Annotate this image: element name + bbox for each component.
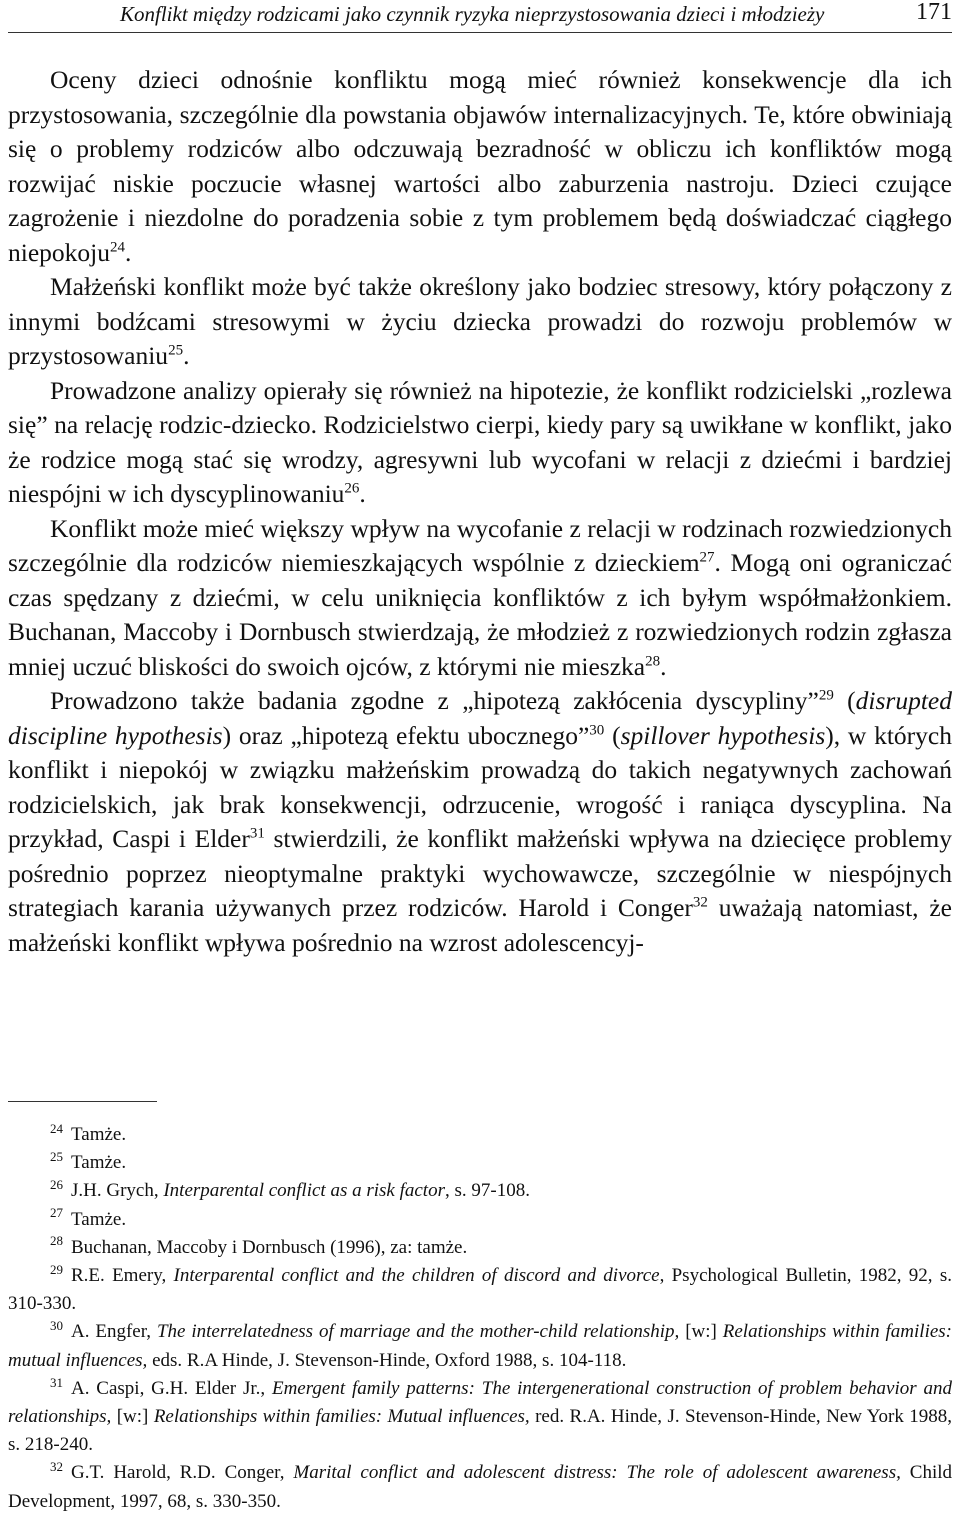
paragraph: Konflikt może mieć większy wpływ na wycofanie z relacji w rodzinach rozwiedzionych szczególnie dla rodziców niemieszkających wspólnie z dzieckiem$^{27}$. Mogą oni ograniczać czas spędzany z dziećmi, w celu uniknięcia konfliktów z ich byłym współmałżonkiem. Buchanan, Maccoby i Dornbusch stwierdzają, że młodzież z rozwiedzionych rodzin zgłasza mniej uczuć bliskości do swoich ojców, z którymi nie mieszka$^{28}$. [8, 513, 952, 681]
footnote: $^{29}$ R.E. Emery, Interparental conflict and the children of discord and divorce, Psychological Bulletin, 1982, 92, s. 310-330. [8, 1261, 952, 1315]
footnote-ref[interactable]: 26 [344, 480, 360, 497]
paragraph: Prowadzone analizy opierały się również na hipotezie, że konflikt rodzicielski „rozlewa się” na relację rodzic-dziecko. Rodzicielstwo cierpi, kiedy pary są uwikłane w konflikt, jako że rodzice mogą stać się wrodzy, agresywni lub wycofani w relacji z dziećmi i bardziej niespójni w ich dyscyplinowaniu$^{26}$. [8, 375, 952, 508]
running-title: Konflikt między rodzicami jako czynnik ryzyka nieprzystosowania dzieci i młodzieży [120, 2, 825, 26]
footnote-ref[interactable]: 32 [692, 894, 708, 911]
footnote: $^{28}$ Buchanan, Maccoby i Dornbusch (1996), za: tamże. [50, 1233, 468, 1258]
footnote: $^{32}$ G.T. Harold, R.D. Conger, Marital conflict and adolescent distress: The role of adolescent awareness, Child Development, 1997, 68, s. 330-350. [8, 1459, 953, 1512]
footnote: $^{26}$ J.H. Grych, Interparental conflict as a risk factor, s. 97-108. [50, 1177, 530, 1202]
footnote-ref[interactable]: 31 [249, 825, 265, 842]
footnote-ref[interactable]: 30 [589, 722, 605, 738]
page-number: 171 [916, 0, 952, 25]
page-header [8, 0, 952, 33]
footnote: $^{31}$ A. Caspi, G.H. Elder Jr., Emergent family patterns: The intergenerational construction of problem behavior and relationships, [w:] Relationships within families: Mutual influences, red. R.A. Hinde, J. Stevenson-Hinde, New York 1988, s. 218-240. [8, 1374, 953, 1456]
footnote: $^{24}$ Tamże. [50, 1120, 127, 1145]
footnote-ref[interactable]: 27 [699, 549, 715, 566]
footnote: $^{27}$ Tamże. [50, 1205, 127, 1230]
footnote-ref[interactable]: 24 [110, 239, 125, 255]
paragraph: Prowadzono także badania zgodne z „hipotezą zakłócenia dyscypliny”$^{29}$ (disrupted discipline hypothesis) oraz „hipotezą efektu ubocznego”$^{30}$ (spillover hypothesis), w których konflikt i niepokój w związku małżeńskim prowadzą do takich negatywnych zachowań rodzicielskich, jak brak konsekwencji, odrzucenie, wrogość i raniąca dyscyplina. Na przykład, Caspi i Elder$^{31}$ stwierdzili, że konflikt małżeński wpływa na dziecięce problemy pośrednio poprzez nieoptymalne praktyki wychowawcze, szczególnie w niespójnych strategiach karania używanych przez rodziców. Harold i Conger$^{32}$ uważają natomiast, że małżeński konflikt wpływa pośrednio na wzrost adolescencyj- [8, 686, 952, 957]
footnote-separator [8, 1101, 157, 1102]
footnote-ref[interactable]: 28 [645, 653, 661, 669]
paragraph: Oceny dzieci odnośnie konfliktu mogą mieć również konsekwencje dla ich przystosowania, szczególnie dla powstania objawów internalizacyjnych. Te, które obwiniają się o problemy rodziców albo odczuwają bezradność w obliczu ich konfliktów mogą rozwijać niskie poczucie własnej wartości albo zaburzenia nastroju. Dzieci czujące zagrożenie i niezdolne do poradzenia sobie z tym problemem będą doświadczać ciągłego niepokoju$^{24}$. [8, 65, 952, 267]
body-text [8, 63, 952, 960]
footnote-ref[interactable]: 25 [168, 342, 184, 359]
paragraph: Małżeński konflikt może być także określony jako bodziec stresowy, który połączony z innymi bodźcami stresowymi w życiu dziecka prowadzi do rozwoju problemów w przystosowaniu$^{25}$. [8, 272, 952, 370]
footnote: $^{25}$ Tamże. [50, 1148, 127, 1174]
footnote: $^{30}$ A. Engfer, The interrelatedness of marriage and the mother-child relationship, [w:] Relationships within families: mutual influences, eds. R.A Hinde, J. Stevenson-Hinde, Oxford 1988, s. 104-118. [8, 1318, 953, 1371]
footnote-ref[interactable]: 29 [818, 687, 834, 704]
footnotes [8, 1121, 952, 1516]
